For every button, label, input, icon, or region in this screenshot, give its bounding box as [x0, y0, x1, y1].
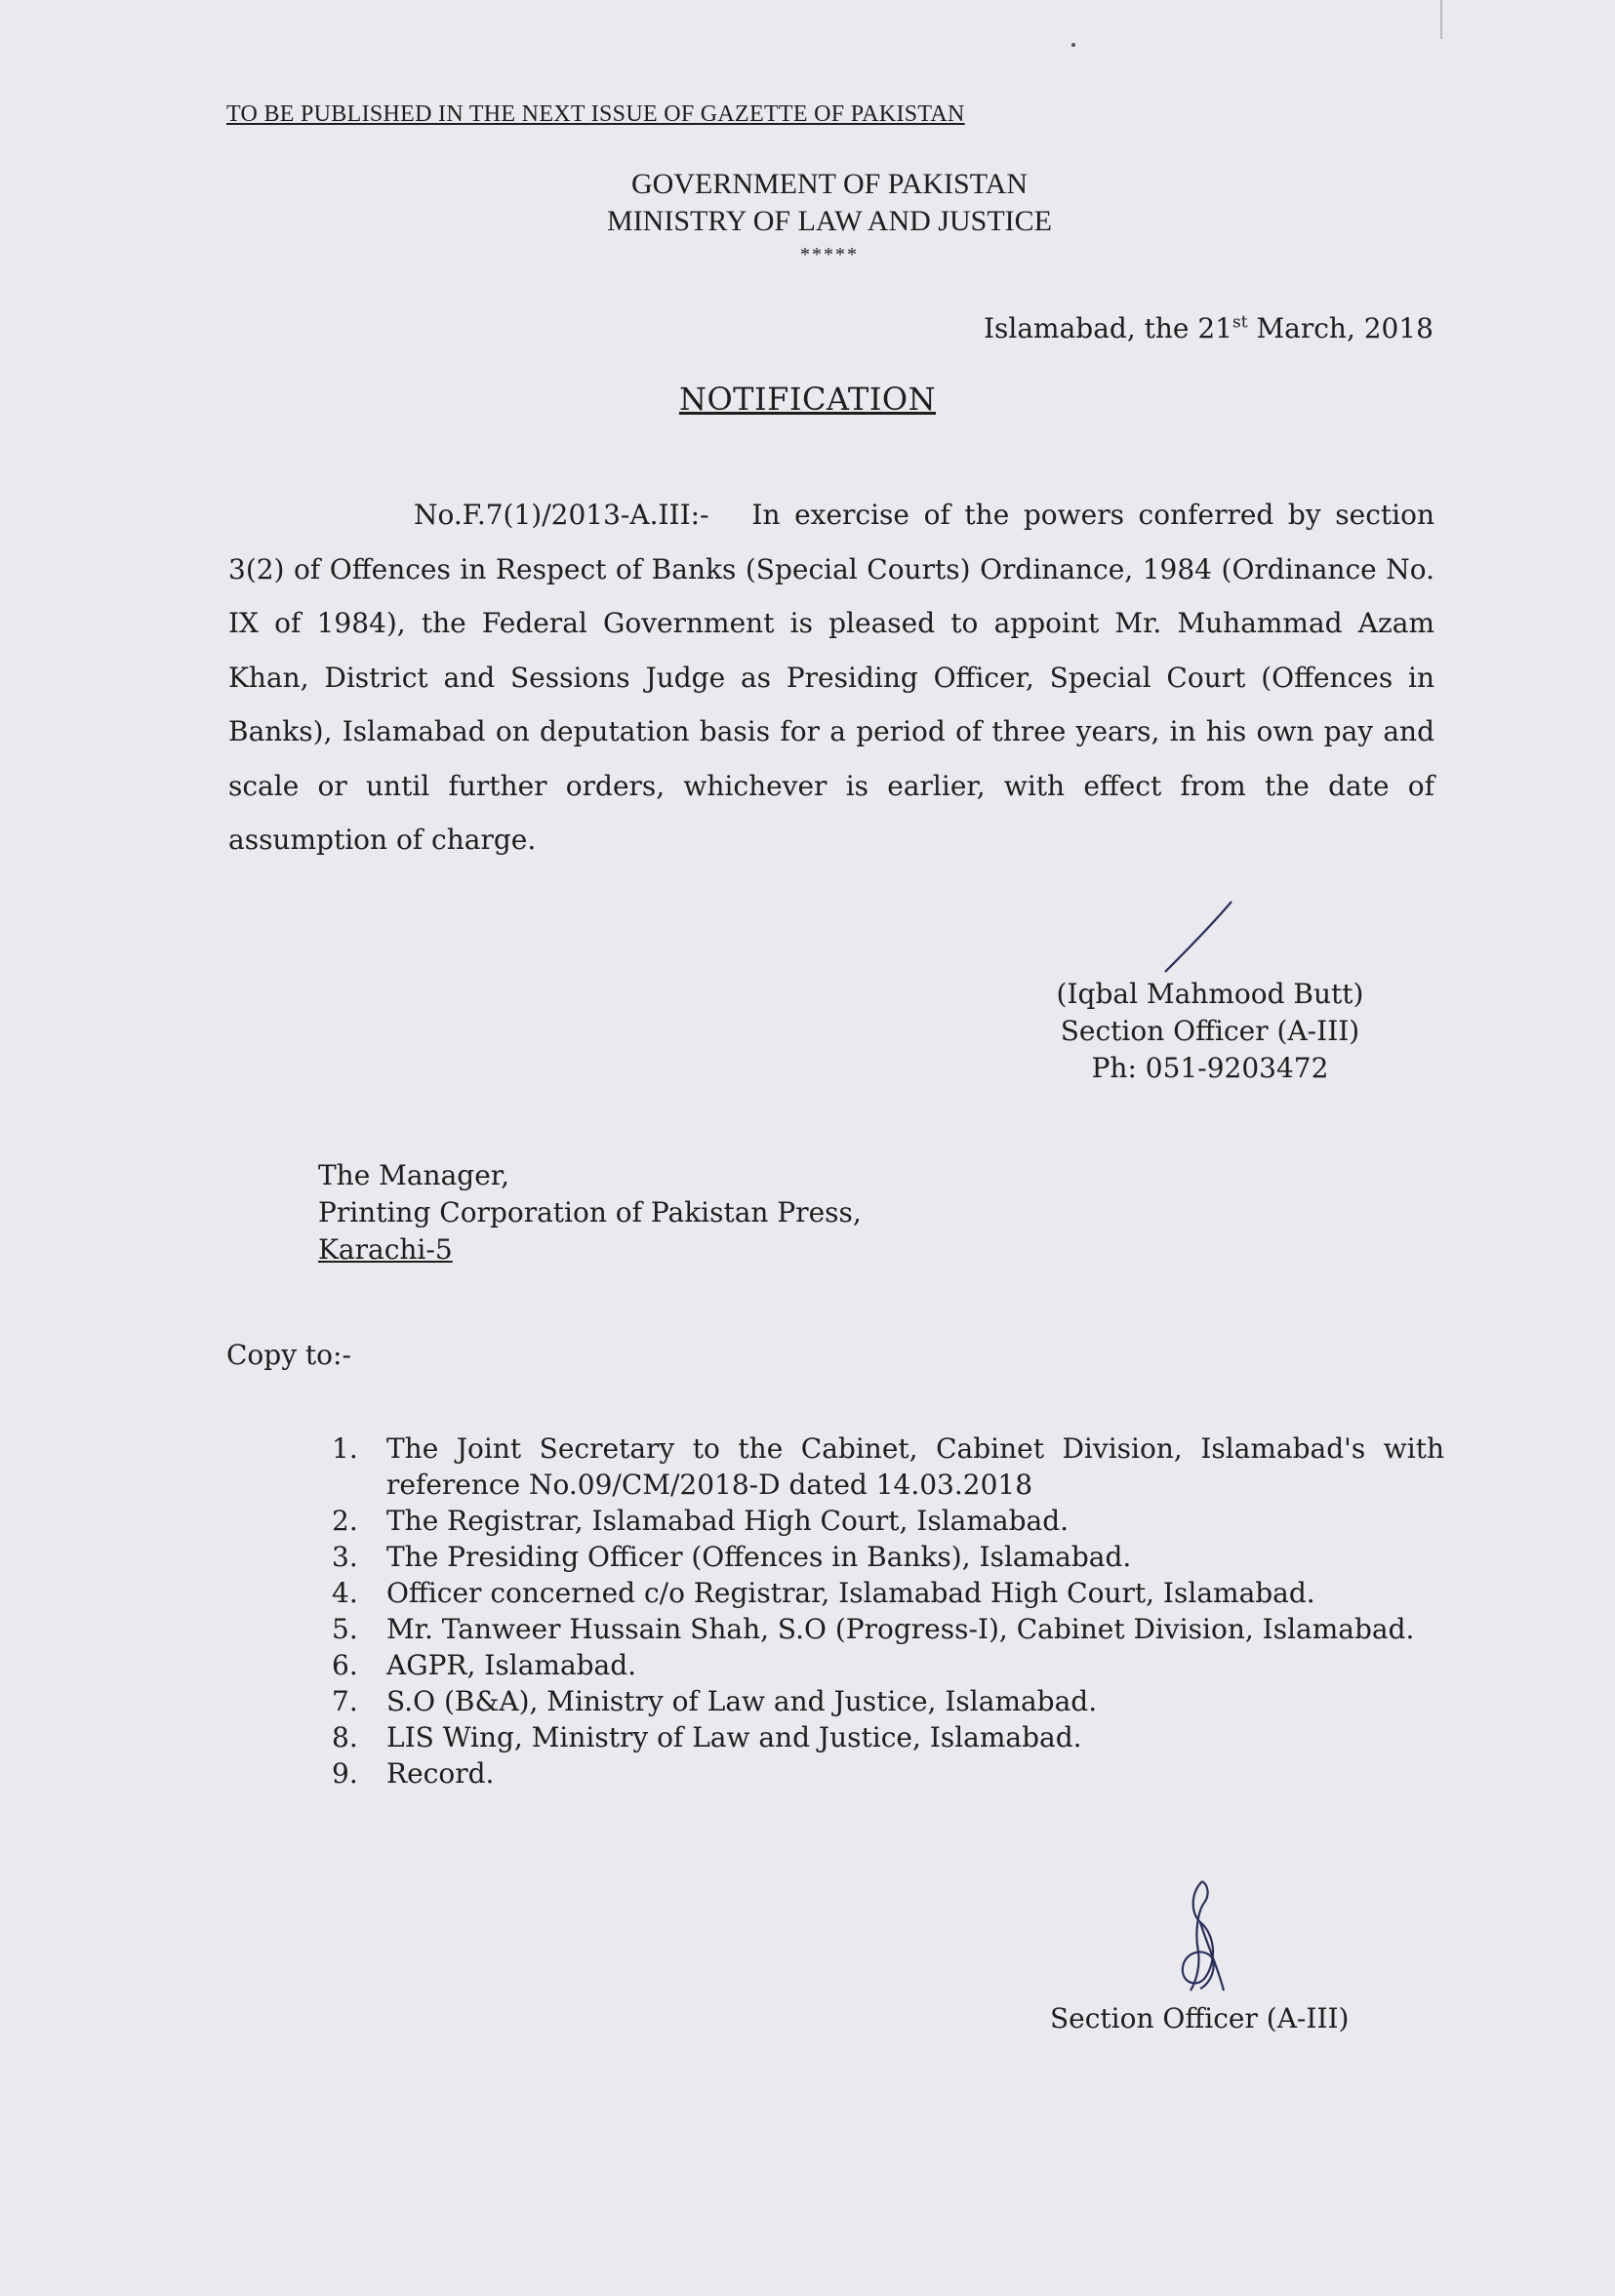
list-item-number: 1.: [332, 1432, 358, 1465]
initial-signature-stroke: [1151, 898, 1239, 976]
final-designation: Section Officer (A-III): [1050, 2002, 1350, 2034]
body-paragraph: In exercise of the powers conferred by section 3(2) of Offences in Respect of Banks (Special Courts) Ordinance, 1984 (Ordinance No. IX of 1984), the Federal Government is pleased to appoint Mr. Muhammad Azam Khan, District and Sessions Judge as Presiding Officer, Special Court (Offences in Banks), Islamabad on deputation basis for a period of three years, in his own pay and scale or until further orders, whichever is earlier, with effect from the date of assumption of charge.: [228, 499, 1435, 856]
addressee-line1: The Manager,: [318, 1159, 509, 1191]
addressee-line3: Karachi-5: [318, 1233, 453, 1266]
list-item: [332, 1611, 1444, 1647]
list-item: [332, 1683, 1444, 1719]
list-item: [332, 1430, 1444, 1503]
addressee-line2: Printing Corporation of Pakistan Press,: [318, 1196, 862, 1229]
list-item: [332, 1647, 1444, 1683]
signatory-phone: Ph: 051-9203472: [1091, 1052, 1329, 1084]
list-item-number: 9.: [332, 1757, 358, 1790]
list-item-text: Officer concerned c/o Registrar, Islamabad High Court, Islamabad.: [386, 1577, 1315, 1609]
handwritten-signature: [1161, 1873, 1239, 2000]
date-rest: March, 2018: [1247, 312, 1433, 344]
list-item-number: 3.: [332, 1541, 358, 1573]
date-prefix: Islamabad, the 21: [983, 312, 1233, 344]
header-stars: *****: [800, 244, 859, 265]
list-item-text: S.O (B&A), Ministry of Law and Justice, Islamabad.: [386, 1685, 1098, 1717]
list-item-text: AGPR, Islamabad.: [386, 1649, 637, 1681]
signatory-name: (Iqbal Mahmood Butt): [1056, 978, 1364, 1010]
reference-number: No.F.7(1)/2013-A.III:-: [414, 499, 709, 531]
list-item-text: Mr. Tanweer Hussain Shah, S.O (Progress-I), Cabinet Division, Islamabad.: [386, 1613, 1415, 1645]
header-ministry: MINISTRY OF LAW AND JUSTICE: [607, 205, 1052, 237]
list-item: [332, 1575, 1444, 1611]
gazette-note: TO BE PUBLISHED IN THE NEXT ISSUE OF GAZETTE OF PAKISTAN: [226, 101, 965, 127]
notification-title: NOTIFICATION: [678, 381, 937, 418]
list-item-number: 2.: [332, 1505, 358, 1537]
copy-list: [332, 1430, 1444, 1792]
date-line: [984, 312, 1433, 344]
list-item-text: The Registrar, Islamabad High Court, Islamabad.: [386, 1505, 1070, 1537]
list-item-number: 5.: [332, 1613, 358, 1645]
scan-edge-mark: [1440, 0, 1442, 39]
date-suffix: st: [1232, 312, 1248, 333]
list-item-text: Record.: [386, 1757, 495, 1790]
list-item-text: The Presiding Officer (Offences in Banks), Islamabad.: [386, 1541, 1132, 1573]
list-item: [332, 1539, 1444, 1575]
list-item-number: 4.: [332, 1577, 358, 1609]
copy-to-label: Copy to:-: [226, 1339, 351, 1371]
scan-dot: [1071, 43, 1075, 47]
list-item: [332, 1719, 1444, 1755]
signatory-designation: Section Officer (A-III): [1060, 1015, 1360, 1047]
list-item-text: The Joint Secretary to the Cabinet, Cabinet Division, Islamabad's with reference No.09/CM/2018-D dated 14.03.2018: [386, 1432, 1444, 1501]
notification-body: [228, 488, 1434, 867]
list-item-number: 6.: [332, 1649, 358, 1681]
list-item-text: LIS Wing, Ministry of Law and Justice, Islamabad.: [386, 1721, 1082, 1753]
signatory-block: [995, 976, 1425, 1087]
addressee-block: [318, 1157, 862, 1269]
header-government: GOVERNMENT OF PAKISTAN: [631, 168, 1028, 200]
list-item-number: 8.: [332, 1721, 358, 1753]
list-item: [332, 1503, 1444, 1539]
list-item: [332, 1755, 1444, 1792]
list-item-number: 7.: [332, 1685, 358, 1717]
